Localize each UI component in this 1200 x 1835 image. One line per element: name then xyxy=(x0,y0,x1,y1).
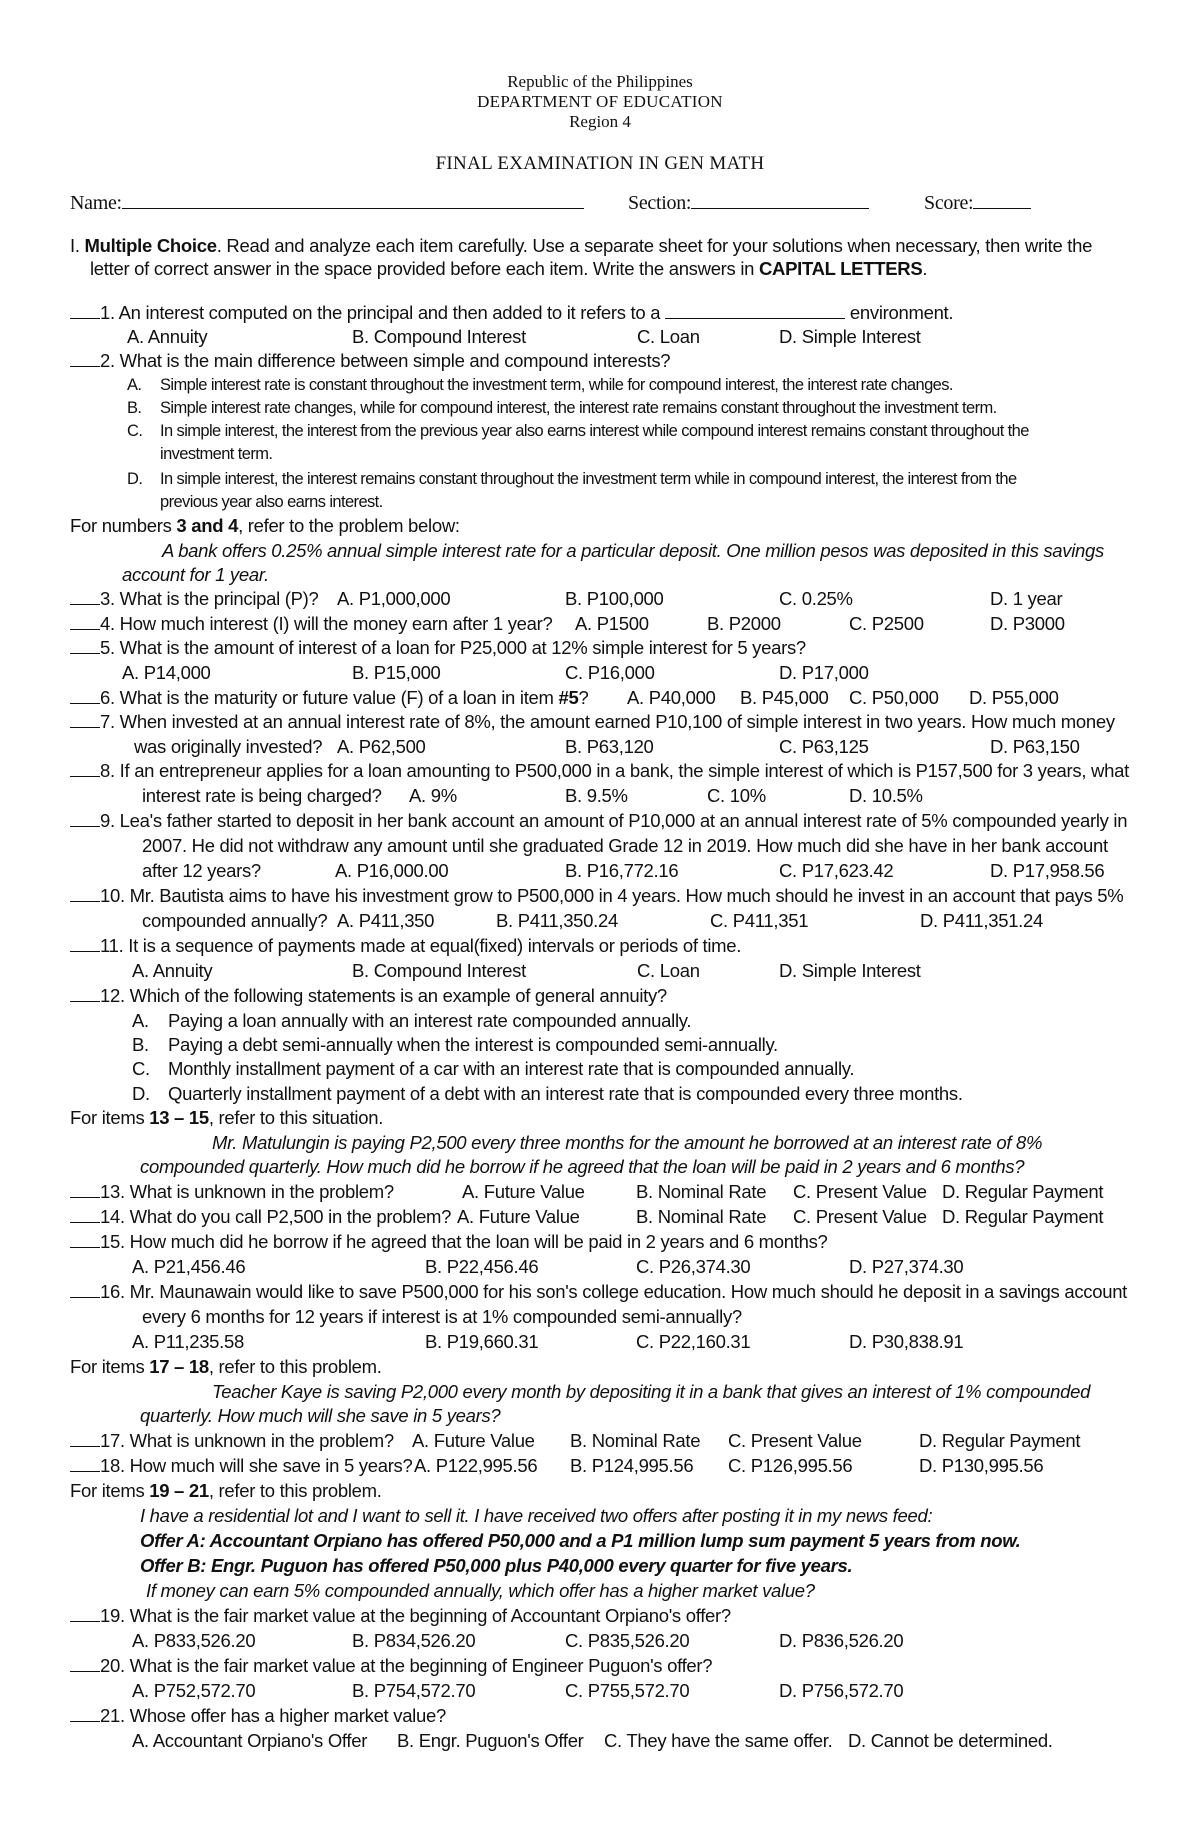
q10-choice-d: D. P411,351.24 xyxy=(920,910,1043,931)
q5-text: 5. What is the amount of interest of a loan for P25,000 at 12% simple interest for 5 years? xyxy=(100,637,806,658)
q17-choice-c: C. Present Value xyxy=(728,1430,862,1451)
q3-choice-b: B. P100,000 xyxy=(565,588,664,609)
q14-choice-d: D. Regular Payment xyxy=(942,1206,1104,1227)
score-field xyxy=(924,192,1031,214)
q9-choice-b: B. P16,772.16 xyxy=(565,860,679,881)
q4-choice-d: D. P3000 xyxy=(990,613,1065,634)
q21-choice-b: B. Engr. Puguon's Offer xyxy=(397,1730,584,1751)
q11-text: 11. It is a sequence of payments made at equal(fixed) intervals or periods of time. xyxy=(100,935,742,956)
republic-line: Republic of the Philippines xyxy=(507,72,693,91)
instructions-line1 xyxy=(70,235,1092,257)
q2-text: 2. What is the main difference between simple and compound interests? xyxy=(100,350,671,371)
question-11 xyxy=(70,935,741,957)
answer-blank-13[interactable] xyxy=(70,1181,100,1198)
q6-choice-a: A. P40,000 xyxy=(627,687,716,708)
q16-choice-c: C. P22,160.31 xyxy=(636,1331,751,1352)
q3-choice-a: A. P1,000,000 xyxy=(337,588,451,609)
q15-choice-b: B. P22,456.46 xyxy=(425,1256,539,1277)
q5-choice-c: C. P16,000 xyxy=(565,662,655,683)
ref-3-4-problem-line1: A bank offers 0.25% annual simple interest rate for a particular deposit. One million pesos was deposited in this savings xyxy=(162,540,1104,561)
q6-choice-d: D. P55,000 xyxy=(969,687,1059,708)
score-label: Score: xyxy=(924,192,974,214)
question-16 xyxy=(70,1281,1127,1303)
q18-text: 18. How much will she save in 5 years? xyxy=(100,1455,413,1476)
q15-choice-c: C. P26,374.30 xyxy=(636,1256,751,1277)
q8-choice-c: C. 10% xyxy=(707,785,766,806)
q20-text: 20. What is the fair market value at the beginning of Engineer Puguon's offer? xyxy=(100,1655,713,1676)
q19-choice-b: B. P834,526.20 xyxy=(352,1630,476,1651)
q11-choice-b: B. Compound Interest xyxy=(352,960,526,981)
answer-blank-6[interactable] xyxy=(70,687,100,704)
q7-choice-c: C. P63,125 xyxy=(779,736,869,757)
q18-choice-b: B. P124,995.56 xyxy=(570,1455,694,1476)
instructions-end: . xyxy=(922,258,928,279)
q16-choice-b: B. P19,660.31 xyxy=(425,1331,539,1352)
question-2 xyxy=(70,350,670,372)
q13-choice-d: D. Regular Payment xyxy=(942,1181,1104,1202)
answer-blank-21[interactable] xyxy=(70,1705,100,1722)
ref-13-15-problem-line2: compounded quarterly. How much did he borrow if he agreed that the loan will be paid in 2 years and 6 months? xyxy=(140,1156,1025,1177)
q17-text: 17. What is unknown in the problem? xyxy=(100,1430,394,1451)
question-5 xyxy=(70,637,806,659)
name-field xyxy=(70,192,584,214)
ref-13-15-problem-line1: Mr. Matulungin is paying P2,500 every three months for the amount he borrowed at an interest rate of 8% xyxy=(212,1132,1043,1153)
answer-blank-15[interactable] xyxy=(70,1231,100,1248)
q6-text: 6. What is the maturity or future value (F) of a loan in item xyxy=(100,687,559,708)
q10-choice-a: A. P411,350 xyxy=(337,910,435,931)
section-label: Section: xyxy=(628,192,692,214)
q1-fill-blank xyxy=(665,302,845,319)
q14-text: 14. What do you call P2,500 in the problem? xyxy=(100,1206,452,1227)
q14-choice-a: A. Future Value xyxy=(457,1206,580,1227)
q1-choice-c: C. Loan xyxy=(637,326,700,347)
q1-choice-a: A. Annuity xyxy=(127,326,208,347)
department-line: DEPARTMENT OF EDUCATION xyxy=(477,92,723,111)
exam-title: FINAL EXAMINATION IN GEN MATH xyxy=(435,153,765,174)
question-21 xyxy=(70,1705,446,1727)
q15-text: 15. How much did he borrow if he agreed that the loan will be paid in 2 years and 6 months? xyxy=(100,1231,828,1252)
ref-19-21-intro: For items 19 – 21, refer to this problem. xyxy=(70,1480,382,1501)
q13-choice-b: B. Nominal Rate xyxy=(636,1181,767,1202)
q18-choice-a: A. P122,995.56 xyxy=(414,1455,538,1476)
q1-text: 1. An interest computed on the principal and then added to it refers to a xyxy=(100,302,661,323)
q16-choice-d: D. P30,838.91 xyxy=(849,1331,964,1352)
answer-blank-18[interactable] xyxy=(70,1455,100,1472)
q9-text: 9. Lea's father started to deposit in her bank account an amount of P10,000 at an annual interest rate of 5% compounded yearly in xyxy=(100,810,1128,831)
q7-text-cont: was originally invested? xyxy=(134,736,323,757)
answer-blank-7[interactable] xyxy=(70,711,100,728)
q20-choice-a: A. P752,572.70 xyxy=(132,1680,256,1701)
answer-blank-14[interactable] xyxy=(70,1206,100,1223)
question-8 xyxy=(70,760,1129,782)
answer-blank-9[interactable] xyxy=(70,810,100,827)
q15-choice-d: D. P27,374.30 xyxy=(849,1256,964,1277)
q17-choice-b: B. Nominal Rate xyxy=(570,1430,701,1451)
q10-text-cont: compounded annually? xyxy=(142,910,328,931)
instructions-text1: . Read and analyze each item carefully. Use a separate sheet for your solutions when necessary, then write the xyxy=(216,235,1093,256)
q8-text-cont: interest rate is being charged? xyxy=(142,785,382,806)
q19-text: 19. What is the fair market value at the beginning of Accountant Orpiano's offer? xyxy=(100,1605,731,1626)
q10-text: 10. Mr. Bautista aims to have his investment grow to P500,000 in 4 years. How much should he invest in an account that pays 5% xyxy=(100,885,1124,906)
q6-choice-c: C. P50,000 xyxy=(849,687,939,708)
q17-choice-d: D. Regular Payment xyxy=(919,1430,1081,1451)
section-heading: Multiple Choice xyxy=(84,235,217,256)
offer-a: Offer A: Accountant Orpiano has offered P50,000 and a P1 million lump sum payment 5 years from now. xyxy=(140,1530,1021,1551)
q18-choice-d: D. P130,995.56 xyxy=(919,1455,1044,1476)
q20-choice-c: C. P755,572.70 xyxy=(565,1680,690,1701)
question-20 xyxy=(70,1655,712,1677)
q9-choice-c: C. P17,623.42 xyxy=(779,860,894,881)
q16-text: 16. Mr. Maunawain would like to save P500,000 for his son's college education. How much should he deposit in a savings account xyxy=(100,1281,1128,1302)
ref-13-15-intro: For items 13 – 15, refer to this situation. xyxy=(70,1107,384,1128)
q4-choice-c: C. P2500 xyxy=(849,613,924,634)
instructions-line2 xyxy=(90,258,927,280)
q10-choice-c: C. P411,351 xyxy=(710,910,809,931)
q5-choice-b: B. P15,000 xyxy=(352,662,441,683)
name-label: Name: xyxy=(70,192,122,214)
answer-blank-10[interactable] xyxy=(70,885,100,902)
q1-choice-d: D. Simple Interest xyxy=(779,326,921,347)
q3-choice-d: D. 1 year xyxy=(990,588,1063,609)
q13-choice-a: A. Future Value xyxy=(462,1181,585,1202)
section-field xyxy=(628,192,869,214)
offer-b: Offer B: Engr. Puguon has offered P50,000 plus P40,000 every quarter for five years. xyxy=(140,1555,853,1576)
q11-choice-c: C. Loan xyxy=(637,960,700,981)
q21-choice-c: C. They have the same offer. xyxy=(604,1730,833,1751)
question-10 xyxy=(70,885,1123,907)
q2-choice-d-cont: previous year also earns interest. xyxy=(160,493,383,511)
q21-choice-a: A. Accountant Orpiano's Offer xyxy=(132,1730,368,1751)
q16-choice-a: A. P11,235.58 xyxy=(132,1331,244,1352)
q2-choice-c-cont: investment term. xyxy=(160,445,273,463)
q6-choice-b: B. P45,000 xyxy=(740,687,829,708)
q9-choice-a: A. P16,000.00 xyxy=(335,860,449,881)
q15-choice-a: A. P21,456.46 xyxy=(132,1256,246,1277)
answer-blank-11[interactable] xyxy=(70,935,100,952)
q7-choice-b: B. P63,120 xyxy=(565,736,654,757)
q4-choice-a: A. P1500 xyxy=(575,613,649,634)
q20-choice-b: B. P754,572.70 xyxy=(352,1680,476,1701)
instructions-text2: letter of correct answer in the space provided before each item. Write the answers in xyxy=(90,258,755,279)
q16-text-cont: every 6 months for 12 years if interest is at 1% compounded semi-annually? xyxy=(142,1306,742,1327)
region-line: Region 4 xyxy=(569,112,631,131)
q20-choice-d: D. P756,572.70 xyxy=(779,1680,904,1701)
q13-text: 13. What is unknown in the problem? xyxy=(100,1181,394,1202)
exam-page: Republic of the Philippines DEPARTMENT OF EDUCATION Region 4 FINAL EXAMINATION IN GEN MATH Name: Section: Score: I. Multiple Choice. Read and analyze each item carefully. Use a separate sheet for your solutions when necessary, then write the letter of correct answer in the space provided before each item. Write the answers in CAPITAL LETTERS. 1. An interest computed on the principal and then added to it refers to a environment. A. Annuity B. Compound Interest C. Loan D. Simple Interest 2. What is the main difference between simple and compound interests? A. Simple interest rate is constant throughout the investment term, while for compound interest, the interest rate changes. B. Simple interest rate changes, while for compound interest, the interest rate remains constant throughout the investment term. C. In simple interest, the interest from the previous year also earns interest while compound interest remains constant throughout the investment term. D. In simple interest, the interest remains constant throughout the investment term while in compound interest, the interest from the previous year also earns interest. For numbers 3 and 4, refer to the problem below: A bank offers 0.25% annual simple interest rate for a particular deposit. One million pesos was deposited in this savings account for 1 year. 3. What is the principal (P)? A. P1,000,000 B. P100,000 C. 0.25% D. 1 year 4. How much interest (I) will the money earn after 1 year? A. P1500 B. P2000 C. P2500 D. P3000 5. What is the amount of interest of a loan for P25,000 at 12% simple interest for 5 years? A. P14,000 B. P15,000 C. P16,000 D. P17,000 6. What is the maturity or future value (F) of a loan in item #5? A. P40,000 B. P45,000 C. P50,000 D. P55,000 7. When invested at an annual interest rate of 8%, the amount earned P10,100 of simple interest in two years. How much money was originally invested? A. P62,500 B. P63,120 C. P63,125 D. P63,150 8. If an entrepreneur applies for a loan amounting to P500,000 in a bank, the simple interest of which is P157,500 for 3 years, what interest rate is being charged? A. 9% B. 9.5% C. 10% D. 10.5% 9. Lea's father started to deposit in her bank account an amount of P10,000 at an annual interest rate of 5% compounded yearly in 2007. He did not withdraw any amount until she graduated Grade 12 in 2019. How much did she have in her bank account after 12 years? A. P16,000.00 B. P16,772.16 C. P17,623.42 D. P17,958.56 10. Mr. Bautista aims to have his investment grow to P500,000 in 4 years. How much should he invest in an account that pays 5% compounded annually? A. P411,350 B. P411,350.24 C. P411,351 D. P411,351.24 11. It is a sequence of payments made at equal(fixed) intervals or periods of time. A. Annuity B. Compound Interest C. Loan D. Simple Interest 12. Which of the following statements is an example of general annuity? A. Paying a loan annually with an interest rate compounded annually. B. Paying a debt semi-annually when the interest is compounded semi-annually. C. Monthly installment payment of a car with an interest rate that is compounded annually. D. Quarterly installment payment of a debt with an interest rate that is compounded every three months. For items 13 – 15, refer to this situation. Mr. Matulungin is paying P2,500 every three months for the amount he borrowed at an interest rate of 8% compounded quarterly. How much did he borrow if he agreed that the loan will be paid in 2 years and 6 months? 13. What is unknown in the problem? A. Future Value B. Nominal Rate C. Present Value D. Regular Payment 14. What do you call P2,500 in the problem? A. Future Value B. Nominal Rate C. Present Value D. Regular Payment 15. How much did he borrow if he agreed that the loan will be paid in 2 years and 6 months? A. P21,456.46 B. P22,456.46 C. P26,374.30 D. P27,374.30 16. Mr. Maunawain would like to save P500,000 for his son's college education. How much should he deposit in a savings account every 6 months for 12 years if interest is at 1% compounded semi-annually? A. P11,235.58 B. P19,660.31 C. P22,160.31 D. P30,838.91 For items 17 – 18, refer to this problem. Teacher Kaye is saving P2,000 every month by depositing it in a bank that gives an interest of 1% compounded quarterly. How much will she save in 5 years? 17. What is unknown in the problem? A. Future Value B. Nominal Rate C. Present Value D. Regular Payment 18. How much will she save in 5 years? A. P122,995.56 B. P124,995.56 C. P126,995.56 D. P130,995.56 For items 19 – 21, refer to this problem. I have a residential lot and I want to sell it. I have received two offers after posting it in my news feed: Offer A: Accountant Orpiano has offered P50,000 and a P1 million lump sum payment 5 years from now. Offer B: Engr. Puguon has offered P50,000 plus P40,000 every quarter for five years. If money can earn 5% compounded annually, which offer has a higher market value? 19. What is the fair market value at the beginning of Accountant Orpiano's offer? A. P833,526.20 B. P834,526.20 C. P835,526.20 D. P836,526.20 20. What is the fair market value at the beginning of Engineer Puguon's offer? A. P752,572.70 B. P754,572.70 C. P755,572.70 D. P756,572.70 21. Whose offer has a higher market value? A. Accountant Orpiano's Offer B. Engr. Puguon's Offer C. They have the same offer. D. Cannot be determined. xyxy=(0,0,1200,1835)
q11-choice-a: A. Annuity xyxy=(132,960,213,981)
question-19 xyxy=(70,1605,731,1627)
q5-choice-d: D. P17,000 xyxy=(779,662,869,683)
q7-choice-a: A. P62,500 xyxy=(337,736,426,757)
q11-choice-d: D. Simple Interest xyxy=(779,960,921,981)
q4-choice-b: B. P2000 xyxy=(707,613,781,634)
section-blank[interactable] xyxy=(691,192,869,209)
ref-17-18-problem-line1: Teacher Kaye is saving P2,000 every month by depositing it in a bank that gives an interest of 1% compounded xyxy=(212,1381,1091,1402)
q7-choice-d: D. P63,150 xyxy=(990,736,1080,757)
answer-blank-1[interactable] xyxy=(70,302,100,319)
q9-text-cont2: after 12 years? xyxy=(142,860,261,881)
q9-text-cont1: 2007. He did not withdraw any amount until she graduated Grade 12 in 2019. How much did she have in her bank account xyxy=(142,835,1108,856)
answer-blank-16[interactable] xyxy=(70,1281,100,1298)
q19-choice-a: A. P833,526.20 xyxy=(132,1630,256,1651)
answer-blank-20[interactable] xyxy=(70,1655,100,1672)
answer-blank-17[interactable] xyxy=(70,1430,100,1447)
q21-text: 21. Whose offer has a higher market value? xyxy=(100,1705,446,1726)
q13-choice-c: C. Present Value xyxy=(793,1181,927,1202)
q14-choice-c: C. Present Value xyxy=(793,1206,927,1227)
question-7 xyxy=(70,711,1115,733)
q1-text-end: environment. xyxy=(849,302,954,323)
q21-choice-d: D. Cannot be determined. xyxy=(848,1730,1053,1751)
answer-blank-19[interactable] xyxy=(70,1605,100,1622)
answer-blank-8[interactable] xyxy=(70,760,100,777)
question-9 xyxy=(70,810,1127,832)
q8-choice-a: A. 9% xyxy=(409,785,457,806)
question-1 xyxy=(70,302,953,324)
instructions-caps: CAPITAL LETTERS xyxy=(758,258,923,279)
q5-choice-a: A. P14,000 xyxy=(122,662,211,683)
q12-text: 12. Which of the following statements is an example of general annuity? xyxy=(100,985,667,1006)
ref-17-18-intro: For items 17 – 18, refer to this problem. xyxy=(70,1356,382,1377)
q7-text: 7. When invested at an annual interest rate of 8%, the amount earned P10,100 of simple interest in two years. How much money xyxy=(100,711,1115,732)
q19-choice-d: D. P836,526.20 xyxy=(779,1630,904,1651)
q10-choice-b: B. P411,350.24 xyxy=(496,910,618,931)
q8-choice-d: D. 10.5% xyxy=(849,785,923,806)
q18-choice-c: C. P126,995.56 xyxy=(728,1455,853,1476)
name-blank[interactable] xyxy=(122,192,584,209)
q3-text: 3. What is the principal (P)? xyxy=(100,588,319,609)
question-12 xyxy=(70,985,667,1007)
q3-choice-c: C. 0.25% xyxy=(779,588,853,609)
answer-blank-4[interactable] xyxy=(70,613,100,630)
q8-text: 8. If an entrepreneur applies for a loan amounting to P500,000 in a bank, the simple interest of which is P157,500 for 3 years, what xyxy=(100,760,1129,781)
question-15 xyxy=(70,1231,828,1253)
ref-3-4-intro: For numbers 3 and 4, refer to the problem below: xyxy=(70,515,460,536)
q9-choice-d: D. P17,958.56 xyxy=(990,860,1105,881)
ref-19-21-problem-line2: If money can earn 5% compounded annually, which offer has a higher market value? xyxy=(146,1580,815,1601)
ref-17-18-problem-line2: quarterly. How much will she save in 5 years? xyxy=(140,1405,501,1426)
q14-choice-b: B. Nominal Rate xyxy=(636,1206,767,1227)
answer-blank-2[interactable] xyxy=(70,350,100,367)
ref-19-21-problem-line1: I have a residential lot and I want to sell it. I have received two offers after posting it in my news feed: xyxy=(140,1505,933,1526)
answer-blank-5[interactable] xyxy=(70,637,100,654)
q1-choice-b: B. Compound Interest xyxy=(352,326,526,347)
q19-choice-c: C. P835,526.20 xyxy=(565,1630,690,1651)
q4-text: 4. How much interest (I) will the money earn after 1 year? xyxy=(100,613,553,634)
score-blank[interactable] xyxy=(973,192,1031,209)
q8-choice-b: B. 9.5% xyxy=(565,785,628,806)
section-number: I. xyxy=(70,235,80,256)
ref-3-4-problem-line2: account for 1 year. xyxy=(122,564,269,585)
answer-blank-3[interactable] xyxy=(70,588,100,605)
answer-blank-12[interactable] xyxy=(70,985,100,1002)
q17-choice-a: A. Future Value xyxy=(412,1430,535,1451)
